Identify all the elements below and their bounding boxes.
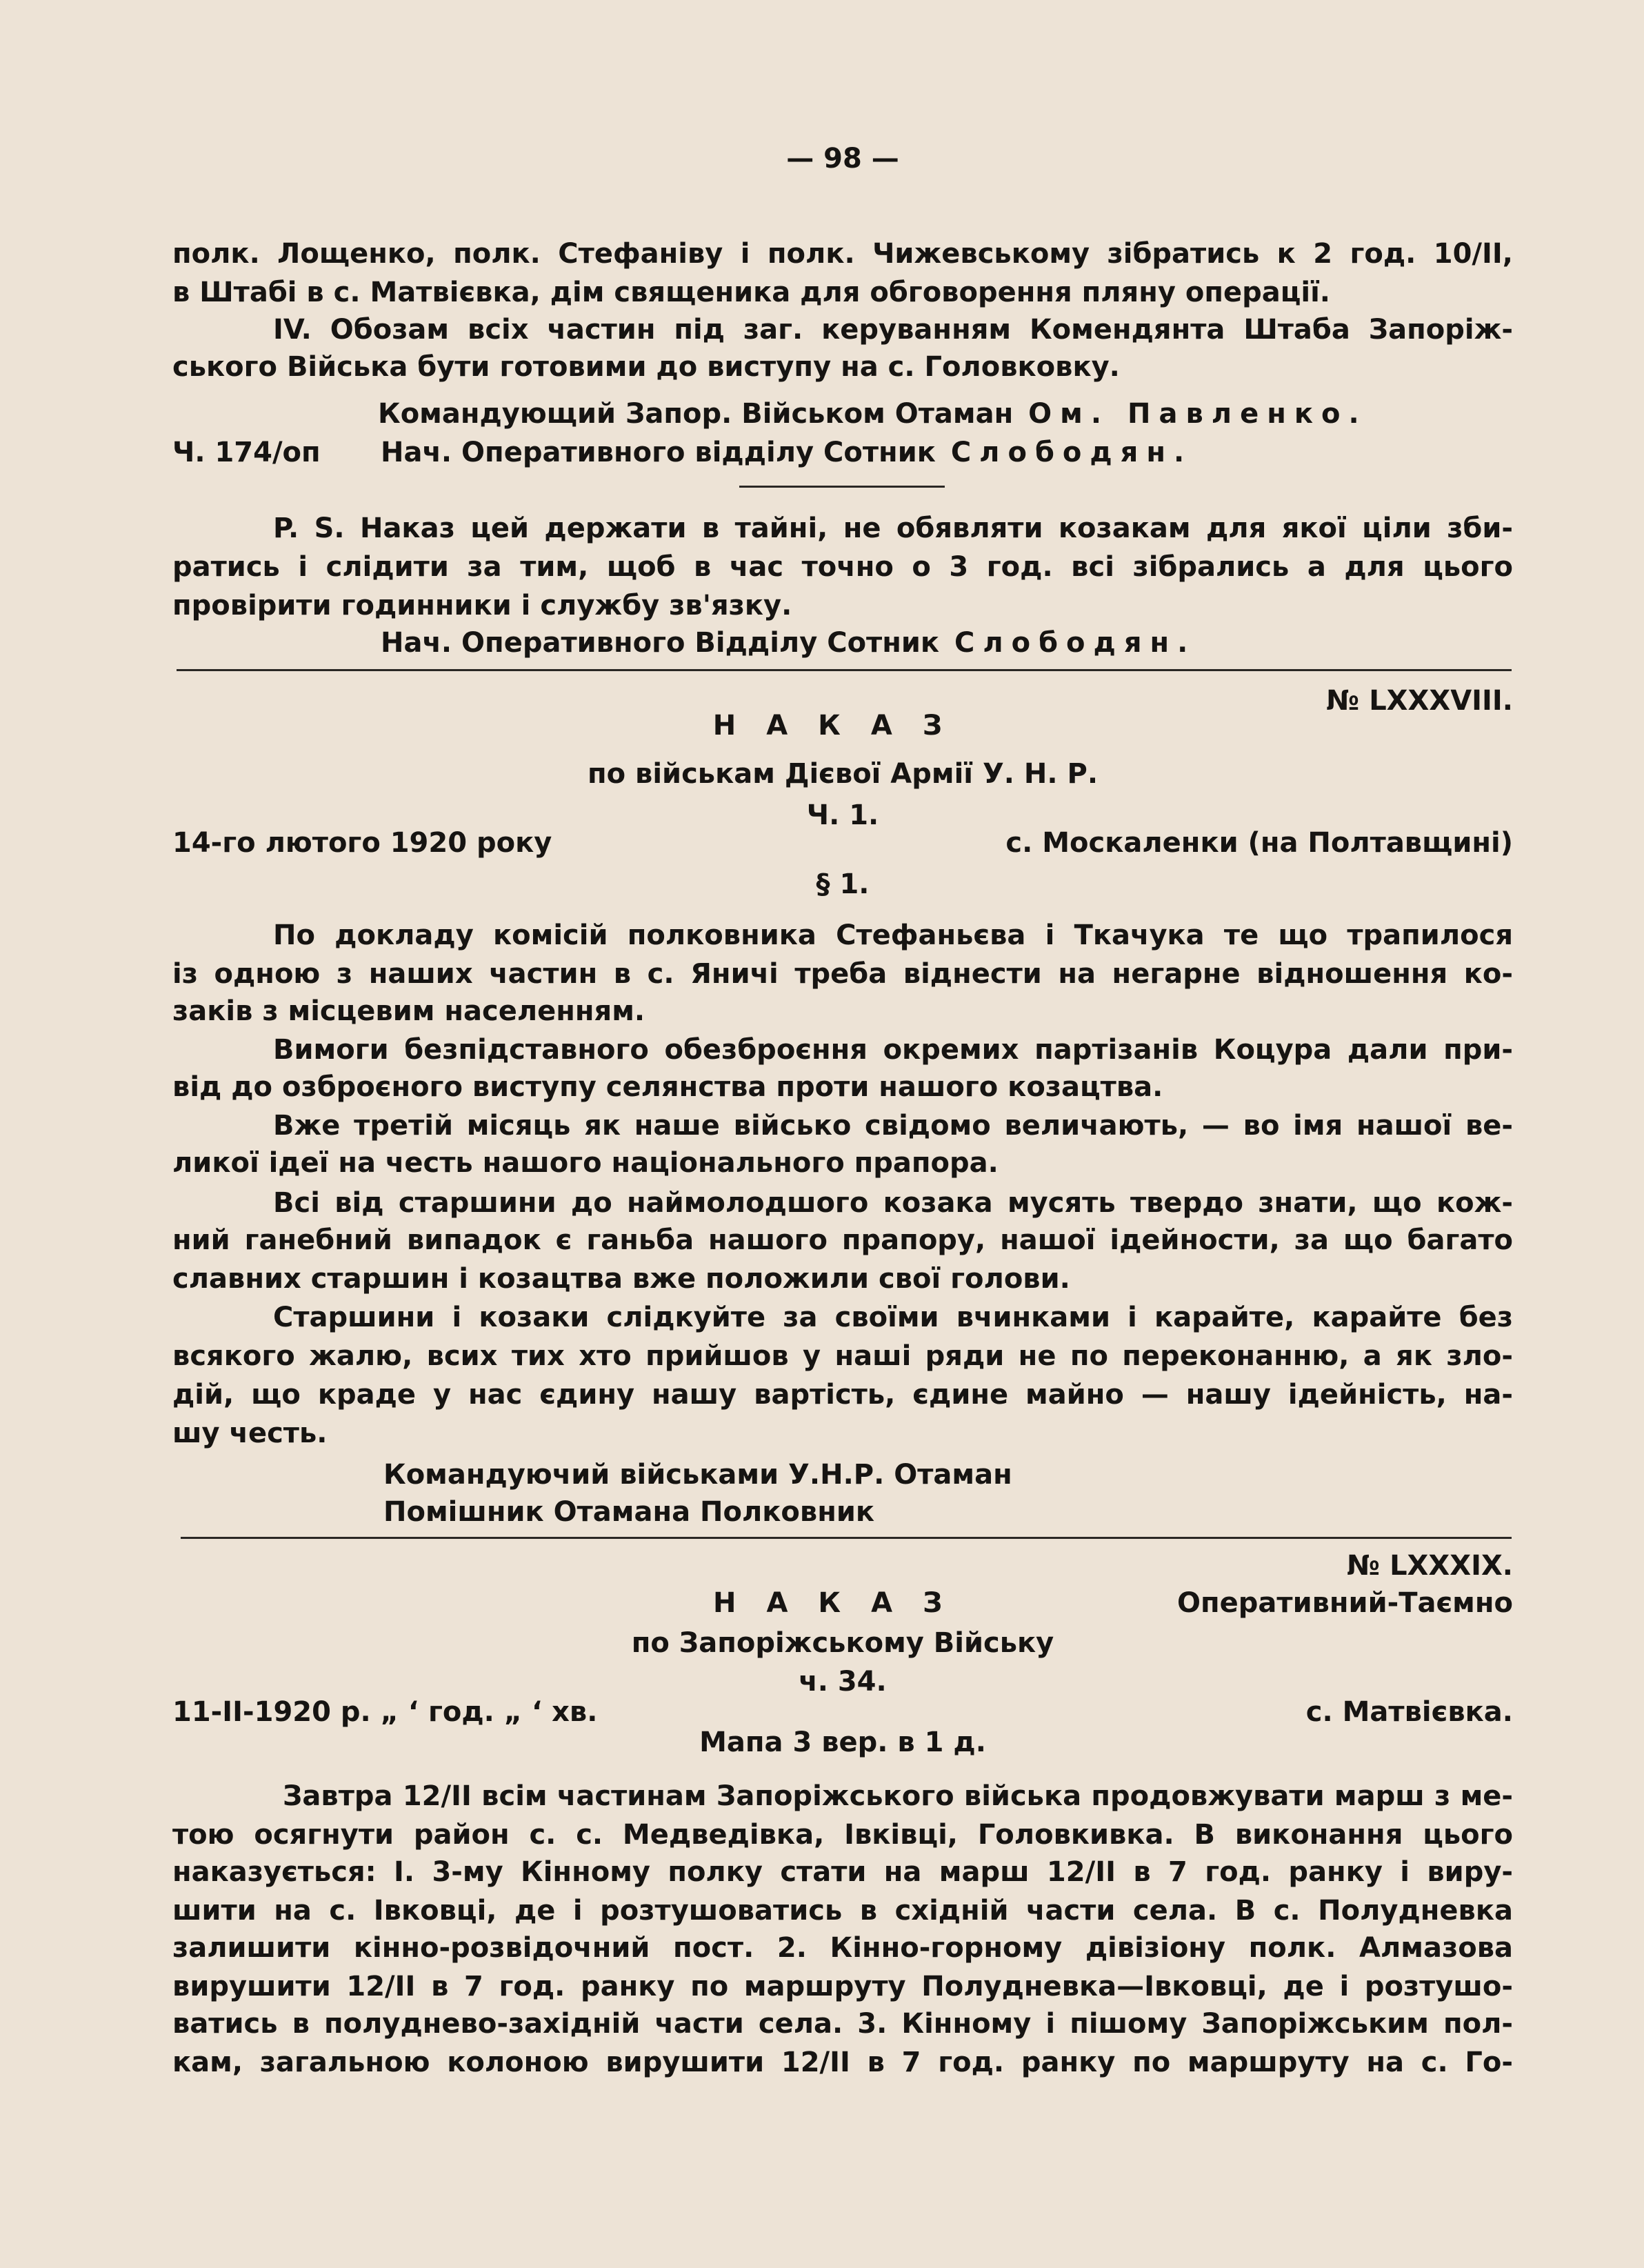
text-line: ликої ідеї на честь нашого національного прапора. bbox=[172, 1147, 999, 1179]
order-place: с. Матвієвка. bbox=[1305, 1696, 1513, 1728]
text-line: ського Війська бути готовими до виступу на с. Головковку. bbox=[172, 351, 1120, 383]
text-line: P. S. Наказ цей держати в тайні, не обявляти козакам для якої ціли зби- bbox=[273, 513, 1513, 544]
text-line: вирушити 12/II в 7 год. ранку по маршруту Полудневка—Івковці, де і розтушо- bbox=[172, 1971, 1513, 2002]
signature-line: Командуючий військами У.Н.Р. Отаман bbox=[383, 1459, 1012, 1491]
text-line: із одною з наших частин в с. Яничі треба віднести на негарне відношення ко- bbox=[172, 958, 1513, 990]
signature-name: Слободян. bbox=[950, 437, 1193, 468]
section-divider bbox=[181, 1537, 1512, 1539]
section-divider bbox=[177, 669, 1512, 671]
order-reference: Ч. 174/оп bbox=[172, 437, 321, 468]
signature-name: Ом. Павленко. bbox=[1028, 398, 1367, 430]
signature-title: Нач. Оперативного відділу Сотник bbox=[381, 437, 936, 468]
signature-line: Помішник Отамана Полковник bbox=[383, 1496, 875, 1528]
text-line: славних старшин і козацтва вже положили свої голови. bbox=[172, 1263, 1070, 1295]
text-line: від до озброєного виступу селянства проти нашого козацтва. bbox=[172, 1071, 1163, 1103]
signature-title: Нач. Оперативного Відділу Сотник bbox=[381, 627, 940, 659]
page-number: — 98 — bbox=[786, 143, 899, 175]
signature-line bbox=[381, 435, 1192, 470]
order-date: 11-II-1920 р. „ ‘ год. „ ‘ хв. bbox=[172, 1696, 598, 1728]
order-map: Мапа 3 вер. в 1 д. bbox=[699, 1727, 986, 1758]
signature-name: Слободян. bbox=[954, 627, 1196, 659]
order-part: Ч. 1. bbox=[806, 799, 879, 831]
signature-title: Командующий Запор. Військом Отаман bbox=[378, 398, 1014, 430]
text-line: полк. Лощенко, полк. Стефаніву і полк. Чижевському зібратись к 2 год. 10/II, bbox=[172, 238, 1513, 270]
order-title: НАКАЗ bbox=[713, 1587, 973, 1619]
text-line: шу честь. bbox=[172, 1418, 328, 1449]
text-line: Вже третій місяць як наше військо свідомо величають, — во імя нашої ве- bbox=[273, 1110, 1513, 1142]
text-line: ний ганебний випадок є ганьба нашого прапору, нашої ідейности, за що багато bbox=[172, 1224, 1513, 1256]
text-line: залишити кінно-розвідочний пост. 2. Кінно-горному дівізіону полк. Алмазова bbox=[172, 1932, 1513, 1964]
order-title: НАКАЗ bbox=[712, 710, 973, 742]
text-line: Всі від старшини до наймолодшого козака мусять твердо знати, що кож- bbox=[273, 1187, 1513, 1219]
text-line: в Штабі в с. Матвієвка, дім священика для обговорення пляну операції. bbox=[172, 277, 1331, 308]
order-section: § 1. bbox=[816, 868, 870, 900]
order-subtitle: по військам Дієвої Армії У. Н. Р. bbox=[587, 758, 1099, 790]
text-line: всякого жалю, всих тих хто прийшов у наші ряди не по переконанню, а як зло- bbox=[172, 1340, 1513, 1372]
text-line: Завтра 12/II всім частинам Запоріжського війська продовжувати марш з ме- bbox=[283, 1780, 1513, 1812]
order-place: с. Москаленки (на Полтавщині) bbox=[1005, 827, 1513, 859]
text-line: IV. Обозам всіх частин під заг. керуванням Комендянта Штаба Запоріж- bbox=[273, 314, 1513, 346]
text-line: провірити годинники і службу зв'язку. bbox=[172, 590, 792, 621]
text-line: По докладу комісій полковника Стефаньєва і Ткачука те що трапилося bbox=[273, 919, 1513, 951]
text-line: заків з місцевим населенням. bbox=[172, 995, 645, 1027]
text-line: Старшини і козаки слідкуйте за своїми вчинками і карайте, карайте без bbox=[273, 1302, 1513, 1333]
text-line: кам, загальною колоною вирушити 12/II в 7 год. ранку по маршруту на с. Го- bbox=[172, 2047, 1513, 2078]
text-line: тою осягнути район с. с. Медведівка, Івківці, Головкивка. В виконання цього bbox=[172, 1819, 1513, 1851]
text-line: Вимоги безпідставного обезброєння окремих партізанів Коцура дали при- bbox=[273, 1034, 1513, 1066]
order-subtitle: по Запоріжському Війську bbox=[631, 1627, 1054, 1659]
text-line: дій, що краде у нас єдину нашу вартість, єдине майно — нашу ідейність, на- bbox=[172, 1379, 1513, 1411]
order-number: № LXXXIX. bbox=[1347, 1550, 1513, 1582]
text-line: шити на с. Івковці, де і розтушоватись в східній части села. В с. Полудневка bbox=[172, 1895, 1513, 1927]
short-divider bbox=[739, 486, 945, 488]
text-line: наказується: I. 3-му Кінному полку стати на марш 12/II в 7 год. ранку і виру- bbox=[172, 1856, 1513, 1888]
signature-line bbox=[381, 625, 1196, 661]
order-date: 14-го лютого 1920 року bbox=[172, 827, 552, 859]
signature-line bbox=[378, 396, 1367, 432]
text-line: ратись і слідити за тим, щоб в час точно о 3 год. всі зібрались а для цього bbox=[172, 551, 1513, 583]
order-number: № LXXXVIII. bbox=[1326, 685, 1513, 717]
text-line: ватись в полудневo-західній части села. 3. Кінному і пішому Запоріжським пол- bbox=[172, 2008, 1513, 2040]
order-classification: Оперативний-Таємно bbox=[1176, 1587, 1513, 1619]
order-part: ч. 34. bbox=[799, 1666, 887, 1698]
